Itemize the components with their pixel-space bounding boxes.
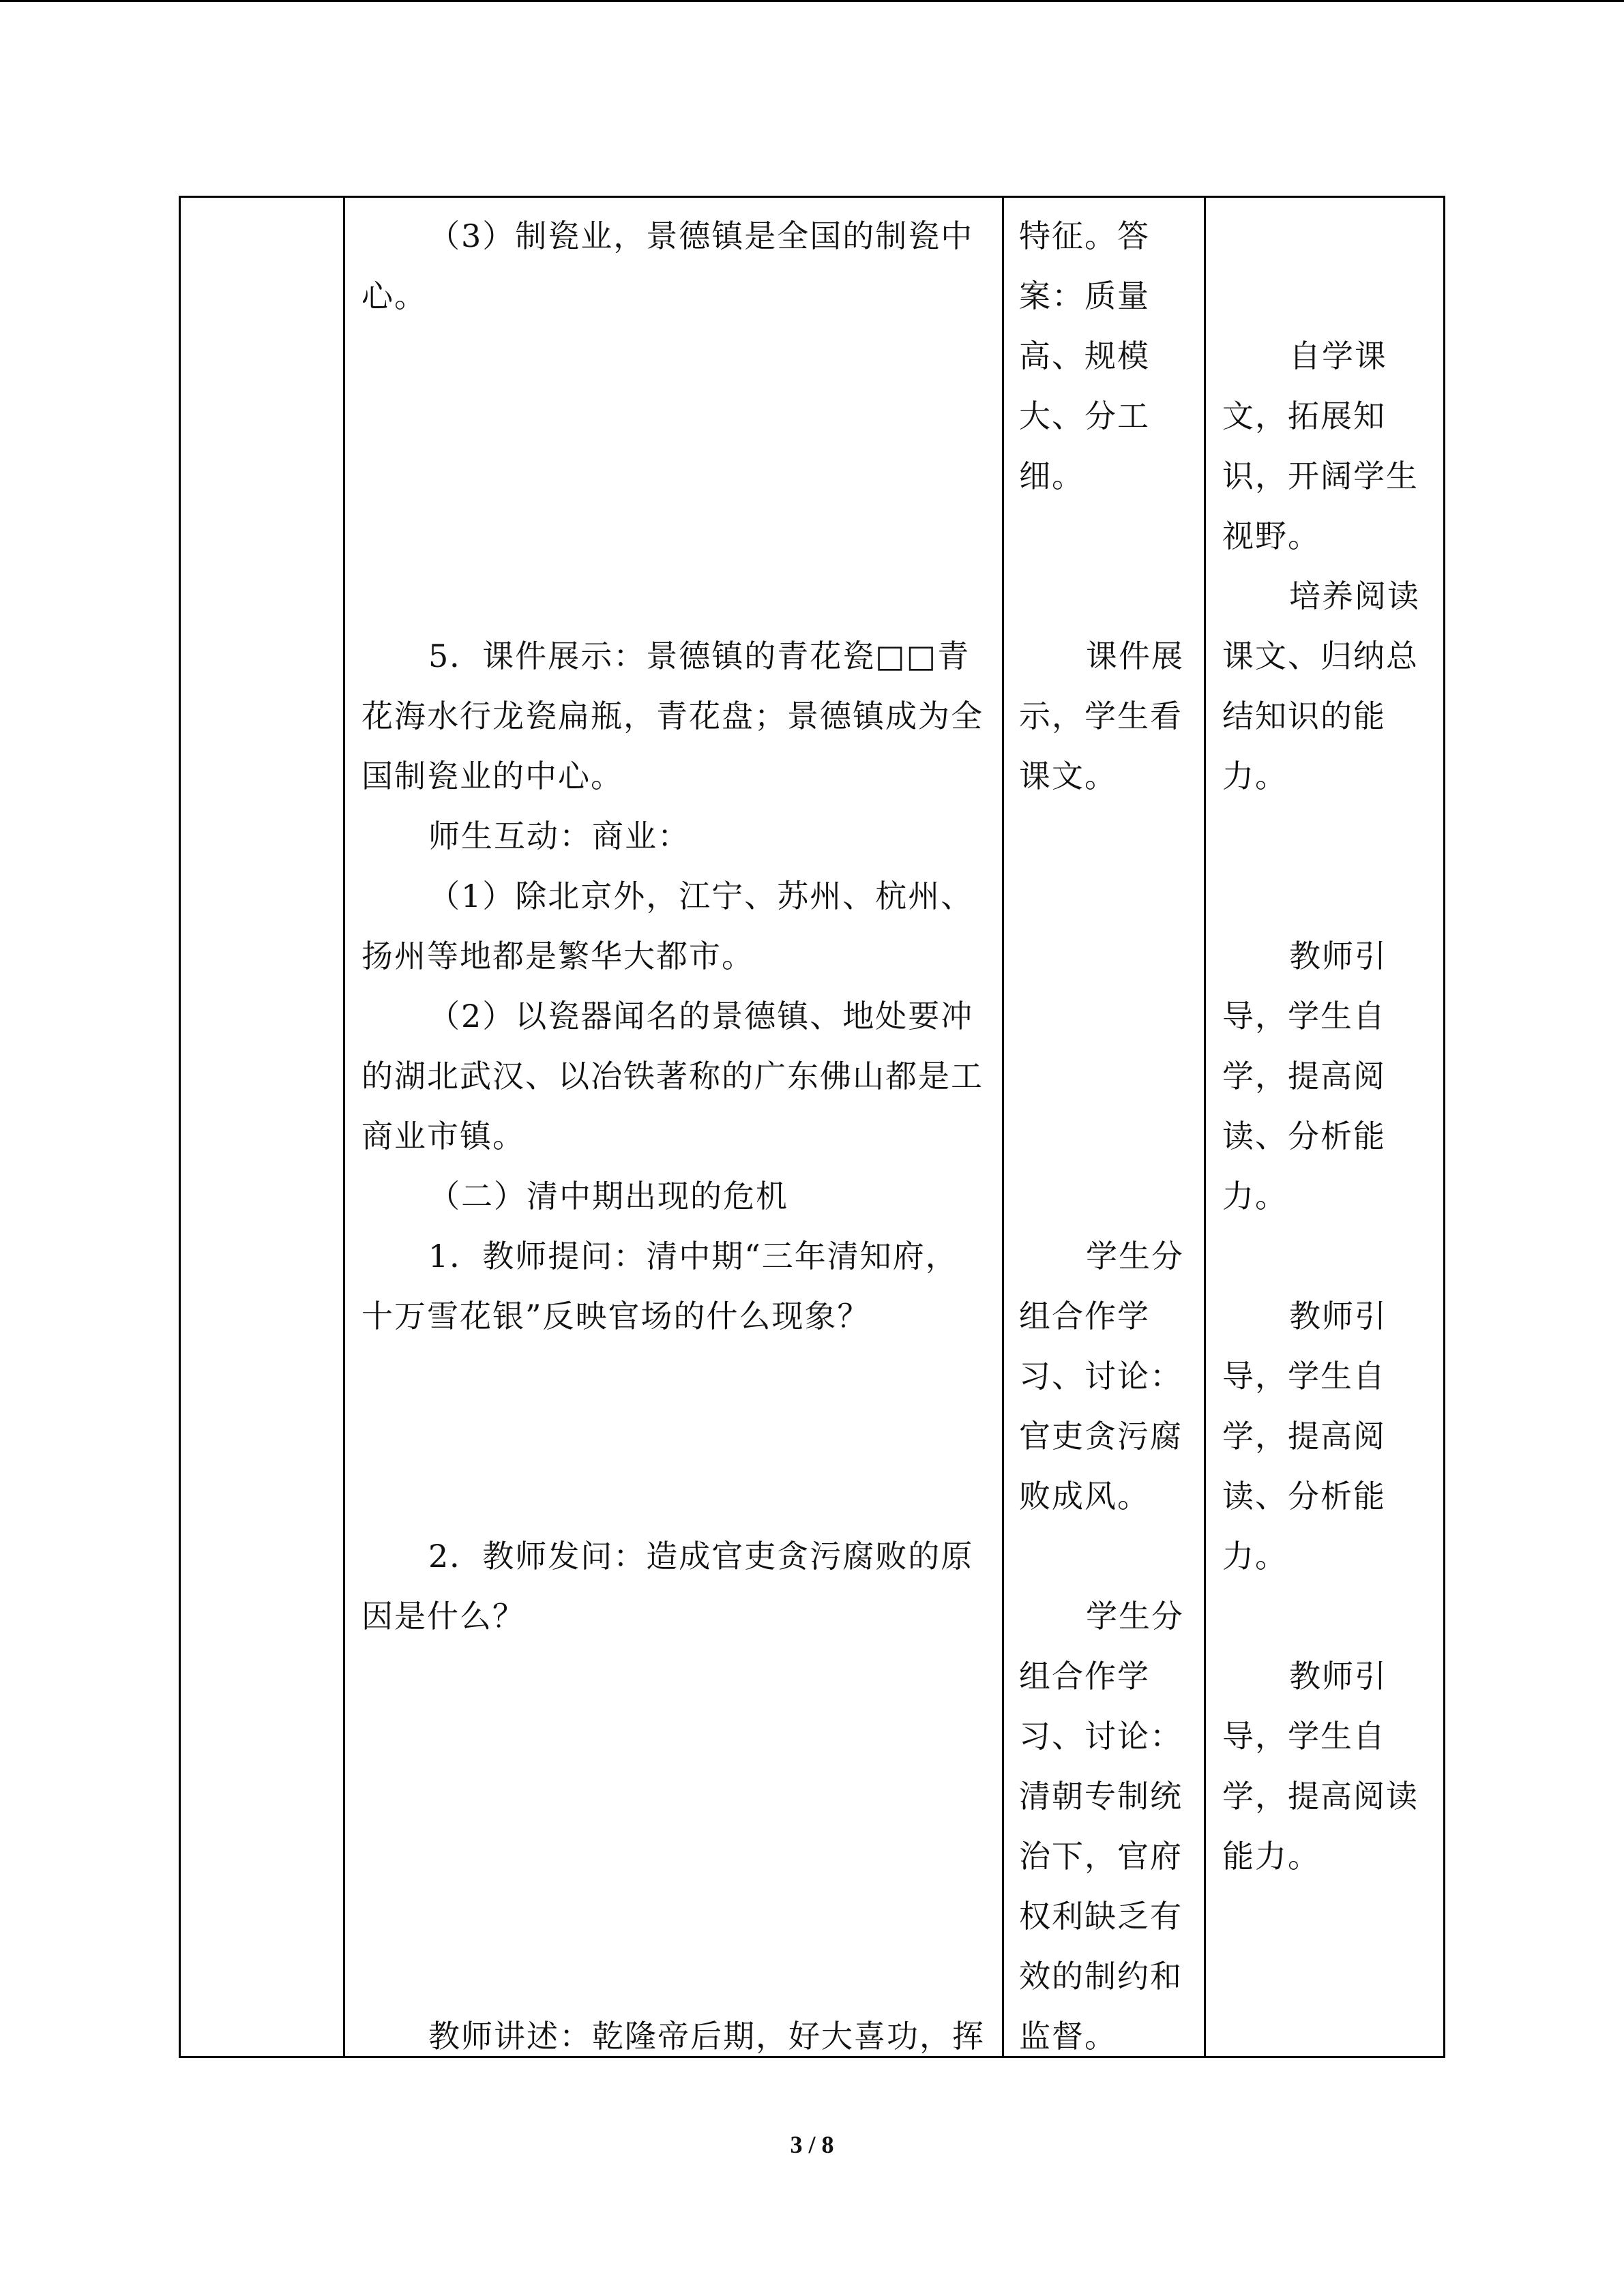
student-line: 课文。	[1019, 758, 1117, 794]
student-line: 细。	[1019, 458, 1084, 494]
content-line: 花海水行龙瓷扁瓶，青花盘；景德镇成为全	[361, 698, 984, 734]
student-line: 官吏贪污腐	[1019, 1418, 1183, 1455]
purpose-line: 力。	[1222, 1538, 1288, 1575]
lesson-plan-table	[179, 196, 1445, 2058]
purpose-line: 培养阅读	[1289, 578, 1420, 614]
purpose-line: 力。	[1222, 758, 1288, 794]
purpose-line: 能力。	[1222, 1838, 1320, 1875]
student-line: 治下，官府	[1019, 1838, 1183, 1875]
content-line: （2）以瓷器闻名的景德镇、地处要冲	[428, 998, 974, 1034]
content-line: 商业市镇。	[361, 1118, 525, 1154]
content-line: 2．教师发问：造成官吏贪污腐败的原	[428, 1538, 974, 1575]
student-line: 课件展	[1086, 638, 1184, 674]
table-column-design-purpose	[1204, 198, 1445, 2056]
content-line: 国制瓷业的中心。	[361, 758, 623, 794]
student-line: 学生分	[1086, 1598, 1184, 1635]
purpose-line: 学，提高阅	[1222, 1058, 1386, 1094]
content-line: 的湖北武汉、以冶铁著称的广东佛山都是工	[361, 1058, 984, 1094]
page-top-border	[0, 0, 1624, 2]
student-line: 案：质量	[1019, 278, 1150, 314]
student-line: 学生分	[1086, 1238, 1184, 1274]
table-column-stage	[181, 198, 342, 2056]
purpose-line: 自学课	[1289, 338, 1387, 374]
purpose-line: 课文、归纳总	[1222, 638, 1419, 674]
purpose-line: 教师引	[1289, 1298, 1387, 1335]
purpose-line: 文，拓展知	[1222, 398, 1386, 434]
purpose-line: 结知识的能	[1222, 698, 1386, 734]
purpose-line: 教师引	[1289, 938, 1387, 974]
purpose-line: 导，学生自	[1222, 1718, 1386, 1755]
purpose-line: 导，学生自	[1222, 998, 1386, 1034]
content-line: 教师讲述：乾隆帝后期，好大喜功，挥	[428, 2018, 985, 2055]
purpose-line: 视野。	[1222, 518, 1320, 554]
content-line: 1．教师提问：清中期“三年清知府，	[428, 1238, 958, 1274]
content-line: （二）清中期出现的危机	[428, 1178, 788, 1214]
student-line: 权利缺乏有	[1019, 1898, 1183, 1935]
purpose-line: 识，开阔学生	[1222, 458, 1419, 494]
table-column-content	[343, 198, 1004, 2056]
content-line: 十万雪花银”反映官场的什么现象？	[361, 1298, 870, 1335]
purpose-line: 学，提高阅	[1222, 1418, 1386, 1455]
student-line: 清朝专制统	[1019, 1778, 1183, 1815]
student-line: 习、讨论：	[1019, 1718, 1183, 1755]
student-line: 习、讨论：	[1019, 1358, 1183, 1395]
purpose-line: 教师引	[1289, 1658, 1387, 1695]
student-line: 效的制约和	[1019, 1958, 1183, 1995]
student-line: 示，学生看	[1019, 698, 1183, 734]
student-line: 大、分工	[1019, 398, 1150, 434]
content-line: 扬州等地都是繁华大都市。	[361, 938, 754, 974]
purpose-line: 读、分析能	[1222, 1478, 1386, 1515]
purpose-line: 读、分析能	[1222, 1118, 1386, 1154]
student-line: 高、规模	[1019, 338, 1150, 374]
student-line: 特征。答	[1019, 218, 1150, 254]
content-line: 师生互动：商业：	[428, 818, 690, 854]
purpose-line: 学，提高阅读	[1222, 1778, 1419, 1815]
student-line: 败成风。	[1019, 1478, 1150, 1515]
table-column-student-activity	[1002, 198, 1205, 2056]
content-line: （3）制瓷业，景德镇是全国的制瓷中	[428, 218, 974, 254]
student-line: 组合作学	[1019, 1658, 1150, 1695]
page-number: 3 / 8	[790, 2131, 834, 2158]
purpose-line: 力。	[1222, 1178, 1288, 1214]
student-line: 组合作学	[1019, 1298, 1150, 1335]
content-line: 5．课件展示：景德镇的青花瓷□□青	[428, 638, 971, 674]
content-line: 因是什么？	[361, 1598, 525, 1635]
content-line: （1）除北京外，江宁、苏州、杭州、	[428, 878, 974, 914]
purpose-line: 导，学生自	[1222, 1358, 1386, 1395]
student-line: 监督。	[1019, 2018, 1117, 2055]
content-line: 心。	[361, 278, 427, 314]
